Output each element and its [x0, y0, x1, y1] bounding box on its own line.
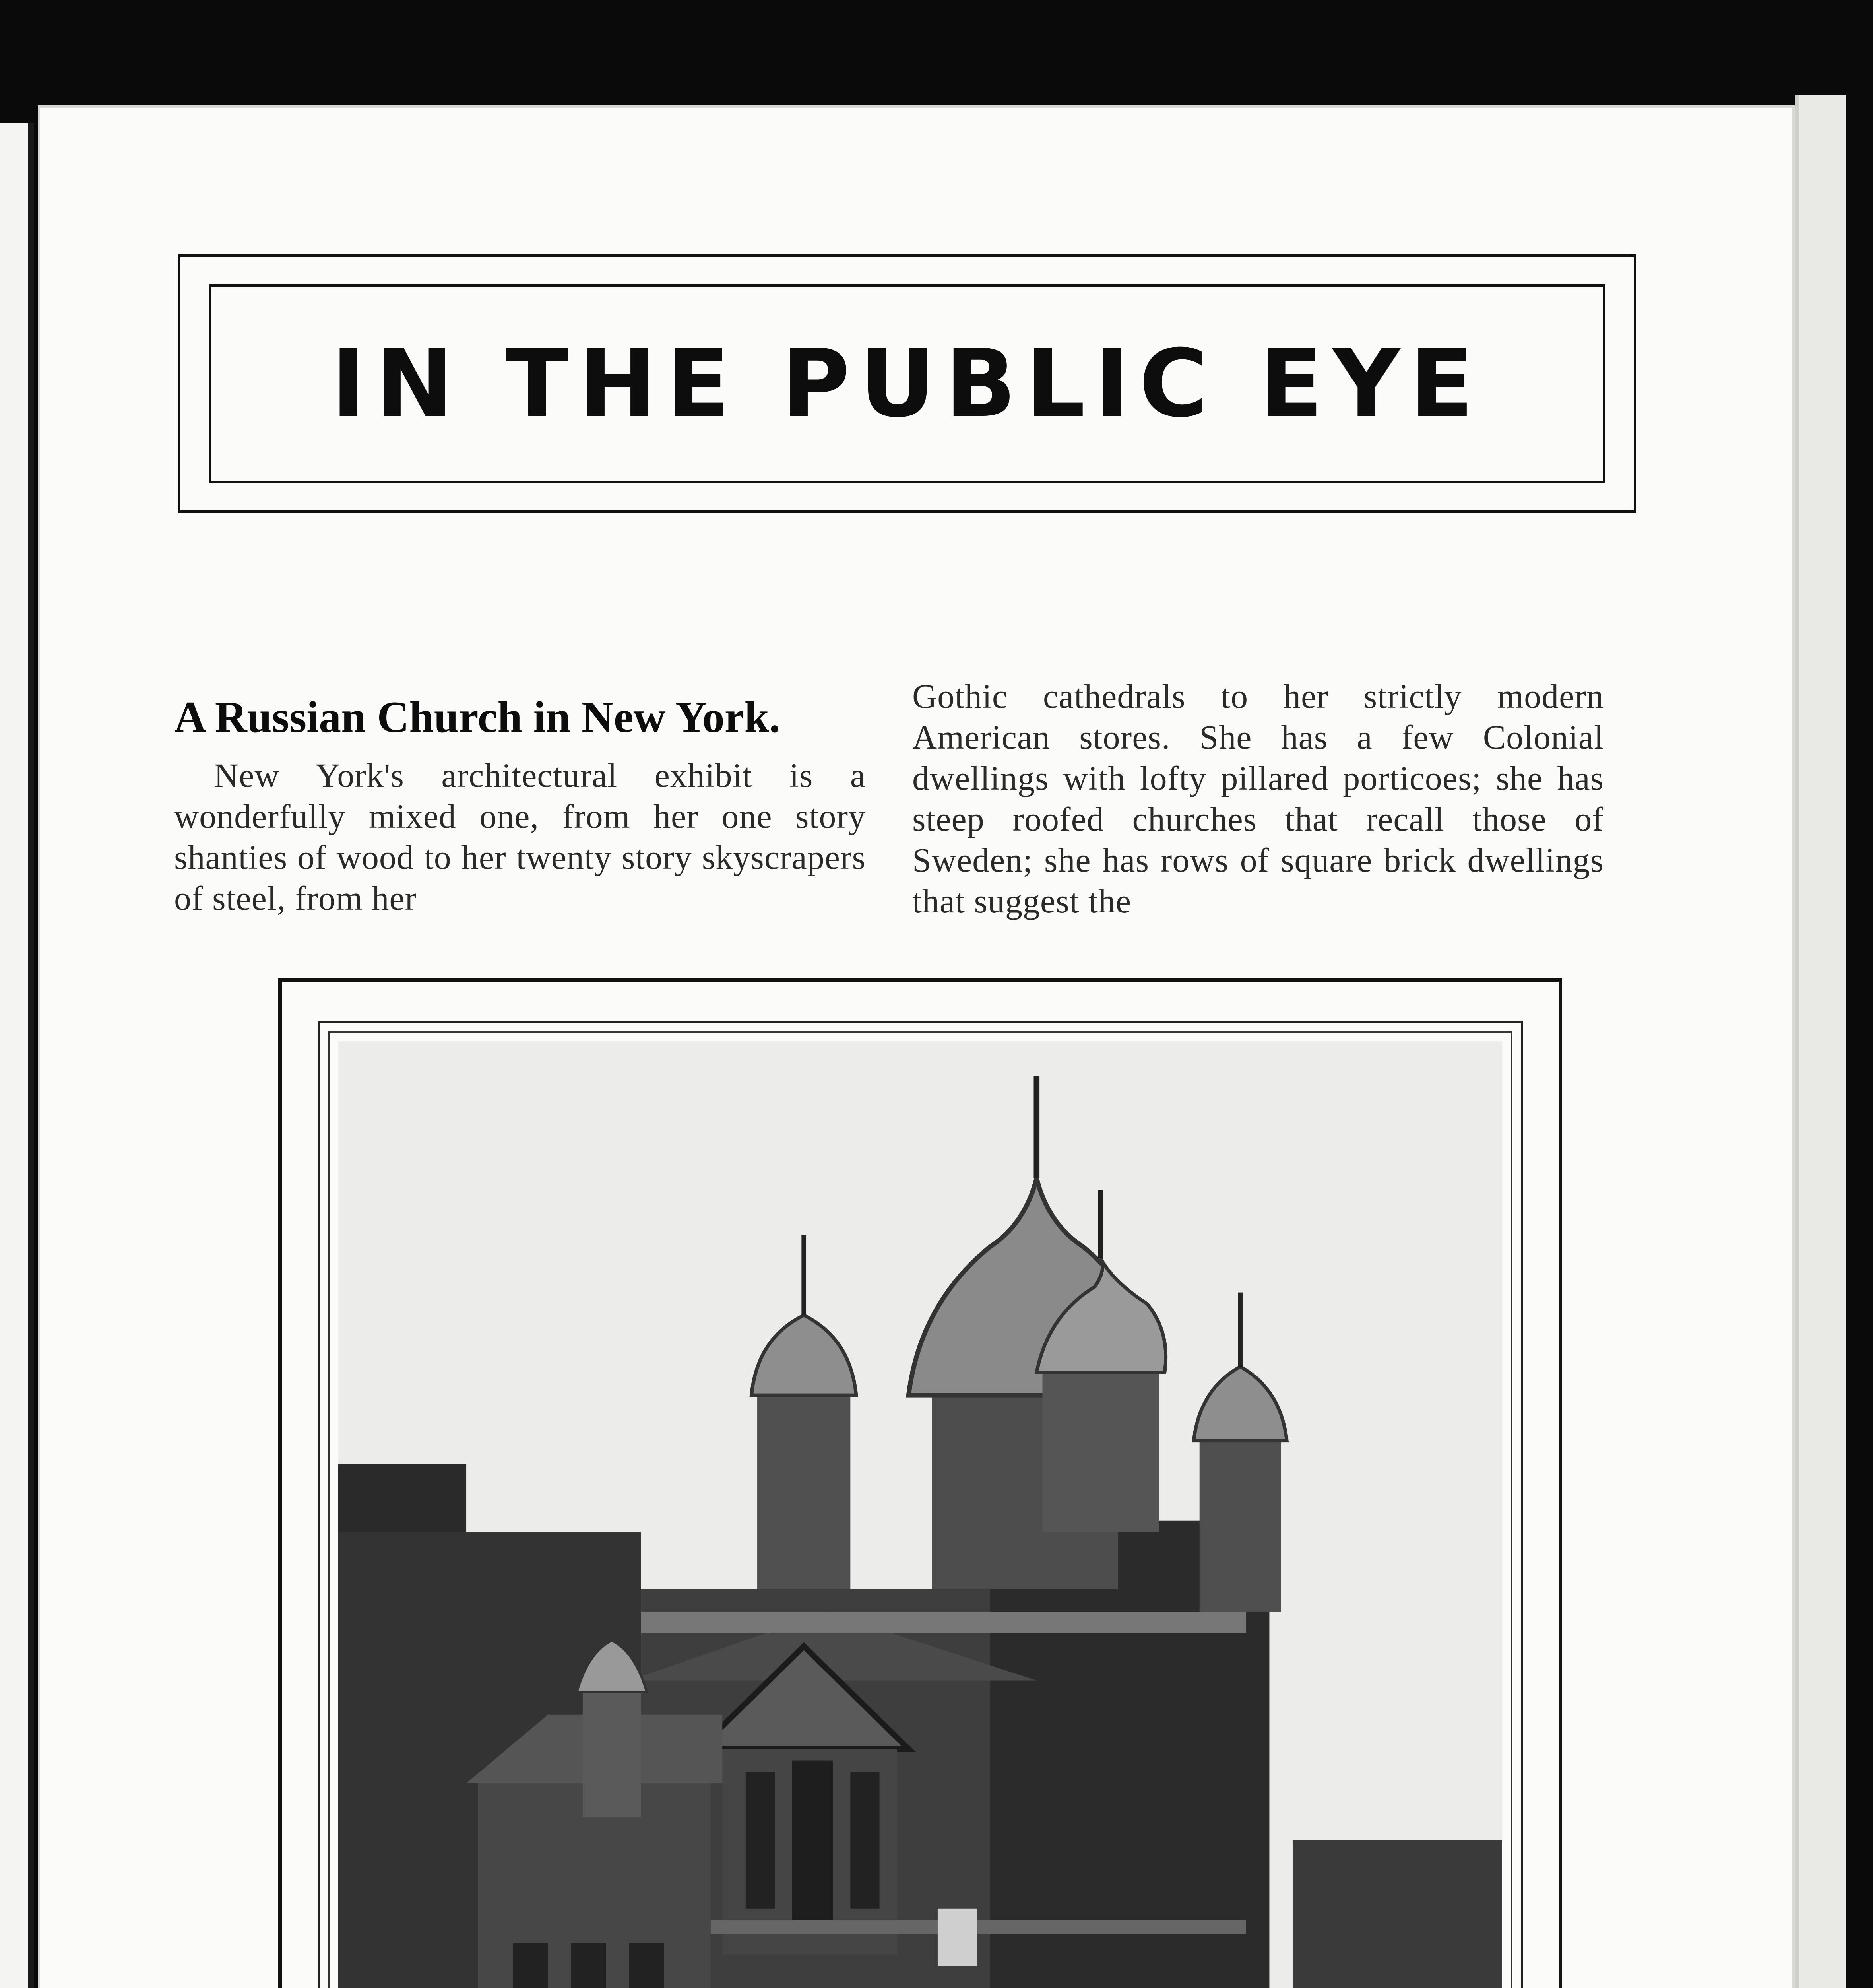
article-body-left: New York's architectural exhibit is a wonderfully mixed one, from her one story shanties of wood to her twenty story skyscrapers of steel, from her [174, 756, 866, 917]
photo-inner-frame [318, 1021, 1523, 1988]
section-header-inner-frame [209, 284, 1605, 483]
next-page-edge [1795, 95, 1846, 1988]
article-column-left [174, 676, 866, 919]
article-column-right [912, 676, 1604, 922]
section-header-frame [178, 254, 1636, 513]
article-title: A Russian Church in New York. [174, 693, 780, 742]
photo-rule [328, 1031, 1512, 1988]
church-illustration [338, 1041, 1502, 1988]
previous-page-edge [0, 123, 34, 1988]
church-photograph [338, 1041, 1502, 1988]
article-body-right: Gothic cathedrals to her strictly modern American stores. She has a few Colonial dwellings with lofty pillared porticoes; she has steep roofed churches that recall those of Sweden; she has rows of square brick dwellings that suggest the [912, 677, 1604, 920]
section-title: IN THE PUBLIC EYE [331, 329, 1483, 438]
photo-frame [278, 978, 1562, 1988]
